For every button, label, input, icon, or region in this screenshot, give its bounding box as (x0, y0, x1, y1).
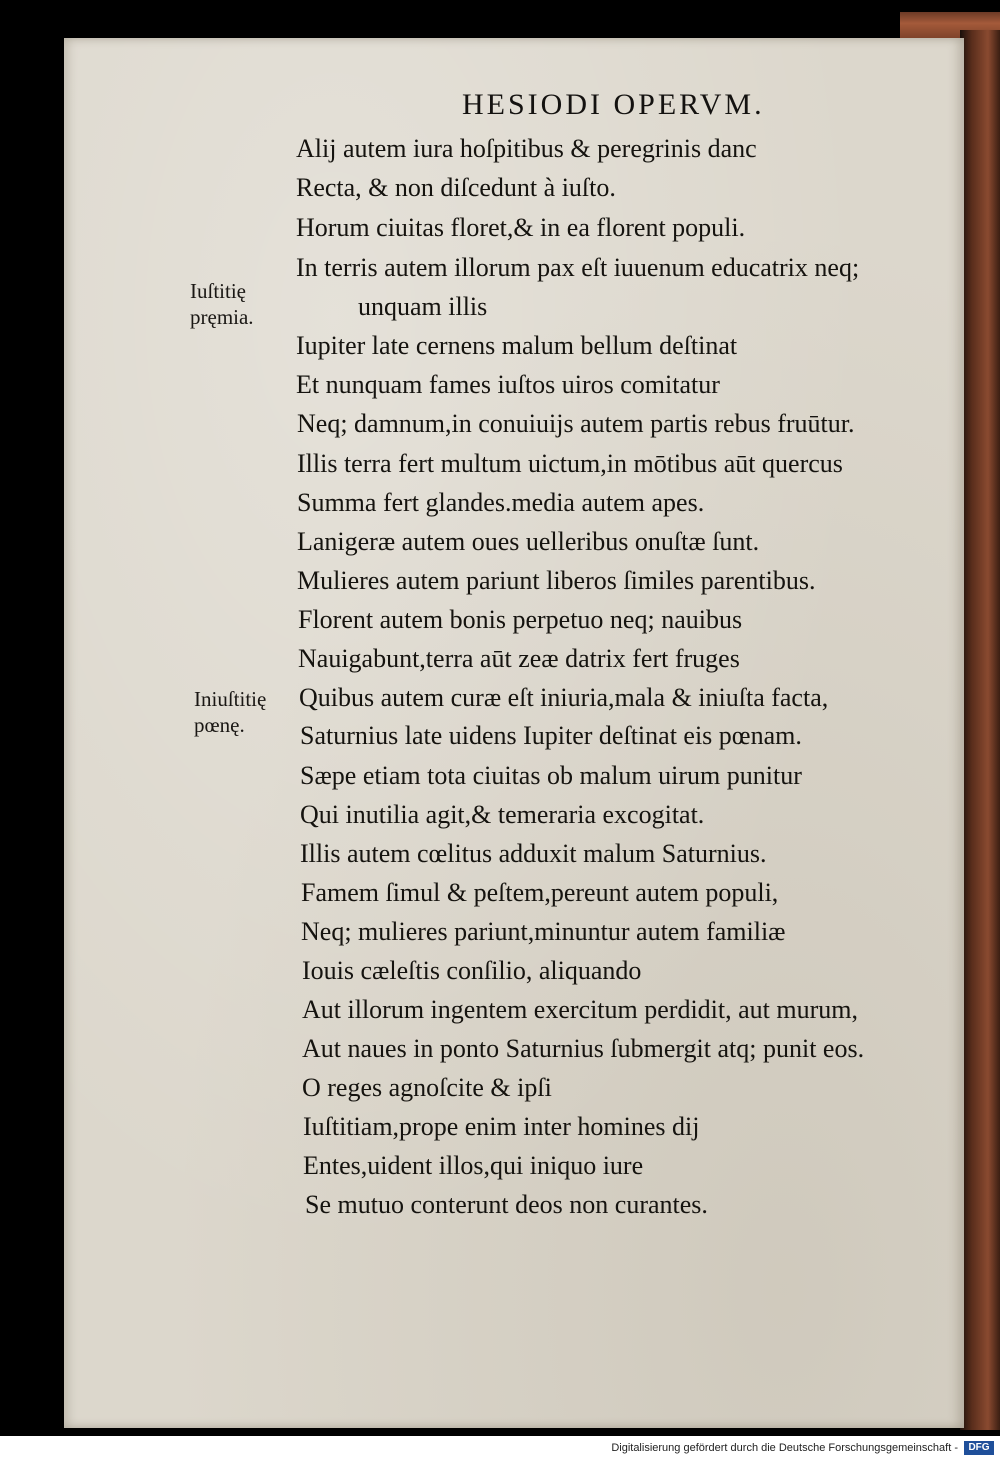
running-head: HESIODI OPERVM. (462, 88, 765, 121)
footer-credit: Digitalisierung gefördert durch die Deutsche Forschungsgemeinschaft - (611, 1442, 958, 1454)
verse-line: Iuſtitiam,prope enim inter homines dij (303, 1112, 700, 1141)
marginal-note-iustitiae (190, 278, 254, 330)
verse-line: Lanigeræ autem oues uelleribus onuſtæ ſunt. (297, 527, 760, 556)
verse-line: Recta, & non diſcedunt à iuſto. (296, 173, 616, 202)
verse-line: Mulieres autem pariunt liberos ſimiles parentibus. (297, 566, 816, 595)
verse-line: Nauigabunt,terra aūt zeæ datrix fert fruges (298, 644, 740, 673)
verse-line: unquam illis (358, 292, 488, 321)
verse-line: In terris autem illorum pax eſt iuuenum educatrix neq; (296, 253, 860, 282)
verse-line: Horum ciuitas floret,& in ea florent populi. (296, 213, 746, 242)
verse-line: Iupiter late cernens malum bellum deſtinat (296, 331, 738, 360)
verse-line: Neq; damnum,in conuiuijs autem partis rebus fruūtur. (297, 409, 855, 438)
verse-line: Entes,uident illos,qui iniquo iure (303, 1151, 644, 1180)
dfg-logo-icon: DFG (964, 1441, 994, 1455)
verse-line: Sæpe etiam tota ciuitas ob malum uirum punitur (300, 761, 802, 790)
verse-line: Et nunquam fames iuſtos uiros comitatur (296, 370, 720, 399)
verse-line: Aut illorum ingentem exercitum perdidit, aut murum, (302, 995, 858, 1024)
verse-line: Illis terra fert multum uictum,in mōtibus aūt quercus (297, 449, 843, 478)
verse-line: Illis autem cœlitus adduxit malum Saturnius. (300, 839, 767, 868)
verse-line: Summa fert glandes.media autem apes. (297, 488, 705, 517)
marginal-note-line: pœnę. (194, 713, 245, 737)
verse-line: Iouis cæleſtis conſilio, aliquando (302, 956, 642, 985)
verse-line: Saturnius late uidens Iupiter deſtinat eis pœnam. (300, 721, 802, 750)
verse-line: O reges agnoſcite & ipſi (302, 1073, 552, 1102)
marginal-note-iniustitiae (194, 686, 266, 738)
verse-line: Se mutuo conterunt deos non curantes. (305, 1190, 708, 1219)
verse-line: Famem ſimul & peſtem,pereunt autem populi, (301, 878, 779, 907)
marginal-note-line: pręmia. (190, 305, 254, 329)
marginal-note-line: Iniuſtitię (194, 687, 267, 711)
verse-line: Alij autem iura hoſpitibus & peregrinis danc (296, 134, 757, 163)
verse-line: Qui inutilia agit,& temeraria excogitat. (300, 800, 705, 829)
marginal-note-line: Iuſtitię (190, 279, 246, 303)
verse-line: Quibus autem curæ eſt iniuria,mala & iniuſta facta, (299, 683, 829, 712)
verse-line: Florent autem bonis perpetuo neq; nauibus (298, 605, 743, 634)
verse-line: Aut naues in ponto Saturnius ſubmergit atq; punit eos. (302, 1034, 865, 1063)
verse-line: Neq; mulieres pariunt,minuntur autem familiæ (301, 917, 786, 946)
